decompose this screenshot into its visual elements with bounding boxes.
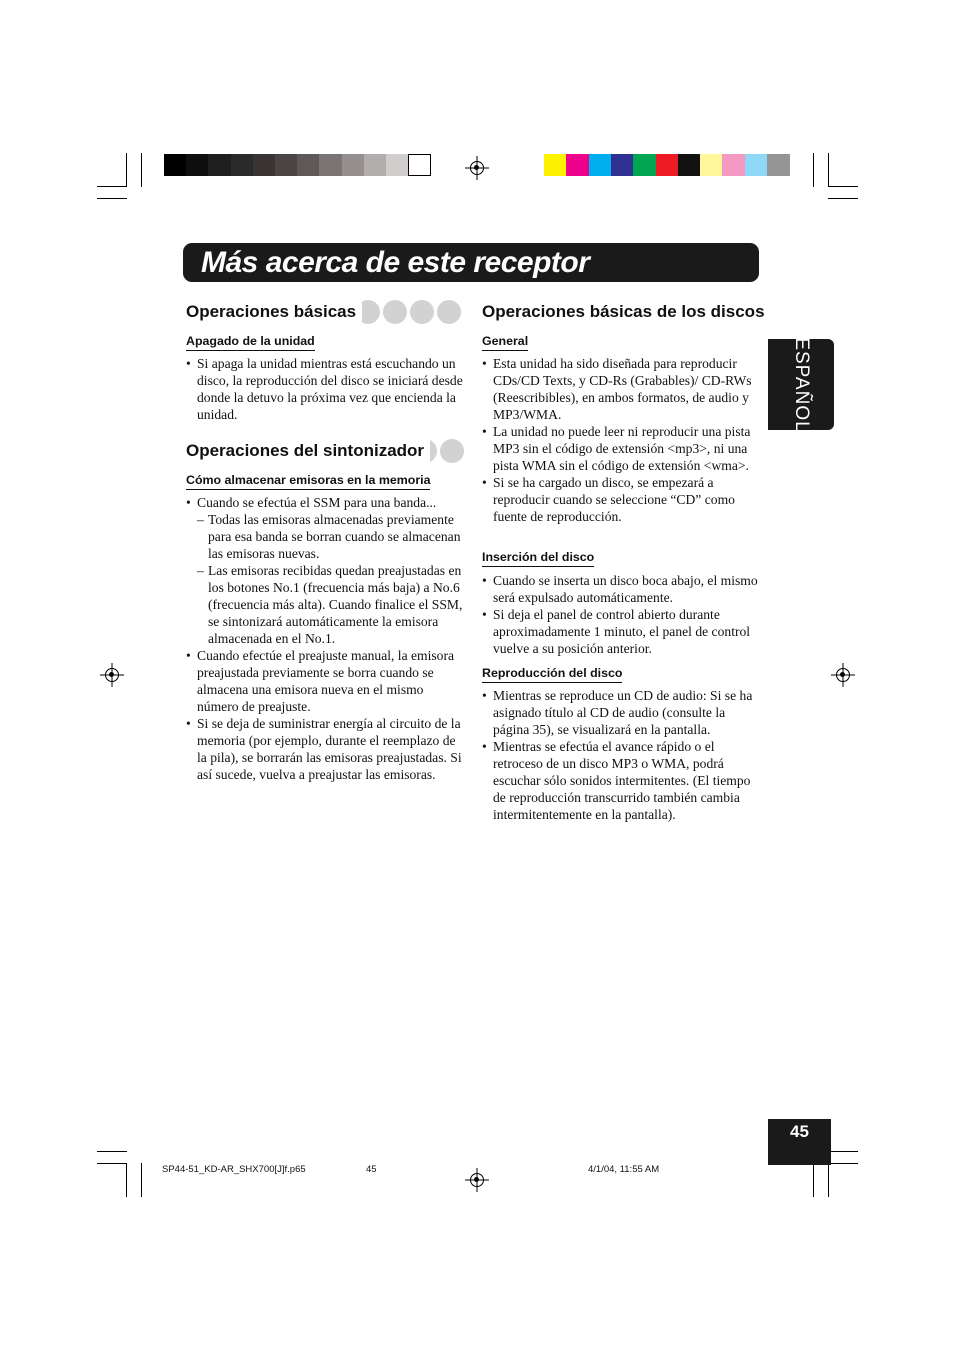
page-number-box xyxy=(768,1119,831,1165)
color-swatch xyxy=(589,154,612,176)
gray-swatch xyxy=(275,154,297,176)
gray-swatch xyxy=(386,154,408,176)
gray-swatch xyxy=(342,154,364,176)
bullet-list xyxy=(482,355,762,525)
crop-mark xyxy=(97,198,127,199)
registration-mark-icon xyxy=(836,668,850,682)
color-swatch xyxy=(678,154,701,176)
footer-page: 45 xyxy=(366,1164,377,1175)
list-item xyxy=(186,494,466,647)
list-item: • Mientras se reproduce un CD de audio: Si se ha asignado título al CD de audio (consulte la página 35), se visualizará en la pantalla. xyxy=(482,687,762,738)
list-item: • Si se ha cargado un disco, se empezará a reproducir cuando se seleccione “CD” como fuente de reproducción. xyxy=(482,474,762,525)
language-tab xyxy=(768,336,834,433)
subheading: General xyxy=(482,334,528,351)
section-basic-operations xyxy=(186,300,464,324)
bullet-list xyxy=(482,687,762,823)
bullet-list xyxy=(482,572,762,657)
bullet-list xyxy=(186,494,466,783)
gray-swatch xyxy=(164,154,186,176)
registration-mark-icon xyxy=(470,161,484,175)
page-title: Más acerca de este receptor xyxy=(201,246,590,279)
list-item: • Cuando se inserta un disco boca abajo, el mismo será expulsado automáticamente. xyxy=(482,572,762,606)
footer-filename: SP44-51_KD-AR_SHX700[J]f.p65 xyxy=(162,1164,306,1175)
crop-mark xyxy=(828,1151,858,1152)
gray-swatch xyxy=(297,154,319,176)
list-item: • La unidad no puede leer ni reproducir una pista MP3 sin el código de extensión <mp3>, ni una pista WMA sin el código de extensión <wma>. xyxy=(482,423,762,474)
subheading: Reproducción del disco xyxy=(482,666,622,683)
section-disc-operations xyxy=(482,300,765,324)
gray-swatch xyxy=(231,154,253,176)
crop-mark xyxy=(813,153,814,187)
subheading: Apagado de la unidad xyxy=(186,334,315,351)
color-swatch xyxy=(767,154,790,176)
crop-mark xyxy=(828,1163,858,1164)
registration-mark-icon xyxy=(105,668,119,682)
gray-swatch xyxy=(364,154,386,176)
registration-mark-icon xyxy=(470,1173,484,1187)
bullet-list xyxy=(186,355,466,423)
list-item: • Si se deja de suministrar energía al circuito de la memoria (por ejemplo, durante el reemplazo de la pila), se borrarán las emisoras preajustadas. Si así sucede, vuelva a preajustar las emisoras. xyxy=(186,715,466,783)
dash-item: – Las emisoras recibidas quedan preajustadas en los botones No.1 (frecuencia más baja) a No.6 (frecuencia más alta). Cuando finalice el SSM, se sintonizará automáticamente la emisora almacenada en el No.1. xyxy=(197,562,466,647)
color-swatch xyxy=(611,154,634,176)
list-item: • Si deja el panel de control abierto durante aproximadamente 1 minuto, el panel de control vuelve a su posición anterior. xyxy=(482,606,762,657)
crop-mark xyxy=(97,186,127,187)
crop-mark xyxy=(97,1151,127,1152)
crop-mark xyxy=(813,1163,814,1197)
section-heading: Operaciones del sintonizador xyxy=(186,438,430,464)
crop-mark xyxy=(828,1163,829,1197)
crop-mark xyxy=(126,153,127,187)
section-heading: Operaciones básicas de los discos xyxy=(482,299,771,325)
gray-swatch xyxy=(319,154,341,176)
crop-mark xyxy=(141,153,142,187)
gray-swatch xyxy=(408,154,430,176)
crop-mark xyxy=(97,1163,127,1164)
color-swatch xyxy=(722,154,745,176)
crop-mark xyxy=(828,186,858,187)
color-swatch xyxy=(566,154,589,176)
subheading: Inserción del disco xyxy=(482,550,594,567)
color-swatch xyxy=(745,154,768,176)
crop-mark xyxy=(828,198,858,199)
gray-swatch xyxy=(208,154,230,176)
gray-swatch xyxy=(186,154,208,176)
section-tuner-operations xyxy=(186,439,464,463)
subheading: Cómo almacenar emisoras en la memoria xyxy=(186,473,430,490)
title-bar xyxy=(183,243,759,282)
dash-item: – Todas las emisoras almacenadas previamente para esa banda se borran cuando se almacenan las emisoras nuevas. xyxy=(197,511,466,562)
list-item-text: Cuando se efectúa el SSM para una banda... xyxy=(197,495,437,510)
crop-mark xyxy=(126,1163,127,1197)
footer-datetime: 4/1/04, 11:55 AM xyxy=(588,1164,660,1175)
gray-swatch xyxy=(253,154,275,176)
color-swatch xyxy=(544,154,567,176)
color-swatch xyxy=(656,154,679,176)
section-heading: Operaciones básicas xyxy=(186,299,362,325)
list-item: • Mientras se efectúa el avance rápido o el retroceso de un disco MP3 o WMA, podrá escuchar sólo sonidos intermitentes. (El tiempo de reproducción transcurrido también cambia intermitentemente en la pantalla). xyxy=(482,738,762,823)
language-label: ESPAÑOL xyxy=(791,336,812,433)
page-number: 45 xyxy=(790,1122,809,1141)
list-item: • Si apaga la unidad mientras está escuchando un disco, la reproducción del disco se iniciará desde donde la detuvo la próxima vez que encienda la unidad. xyxy=(186,355,466,423)
color-swatch xyxy=(633,154,656,176)
list-item: • Esta unidad ha sido diseñada para reproducir CDs/CD Texts, y CD-Rs (Grabables)/ CD-RWs (Reescribibles), en ambos formatos, de audio y MP3/WMA. xyxy=(482,355,762,423)
list-item: • Cuando efectúe el preajuste manual, la emisora preajustada previamente se borra cuando se almacena una emisora nueva en el mismo número de preajuste. xyxy=(186,647,466,715)
dash-list xyxy=(197,511,466,647)
crop-mark xyxy=(141,1163,142,1197)
color-swatch xyxy=(700,154,723,176)
crop-mark xyxy=(828,153,829,187)
